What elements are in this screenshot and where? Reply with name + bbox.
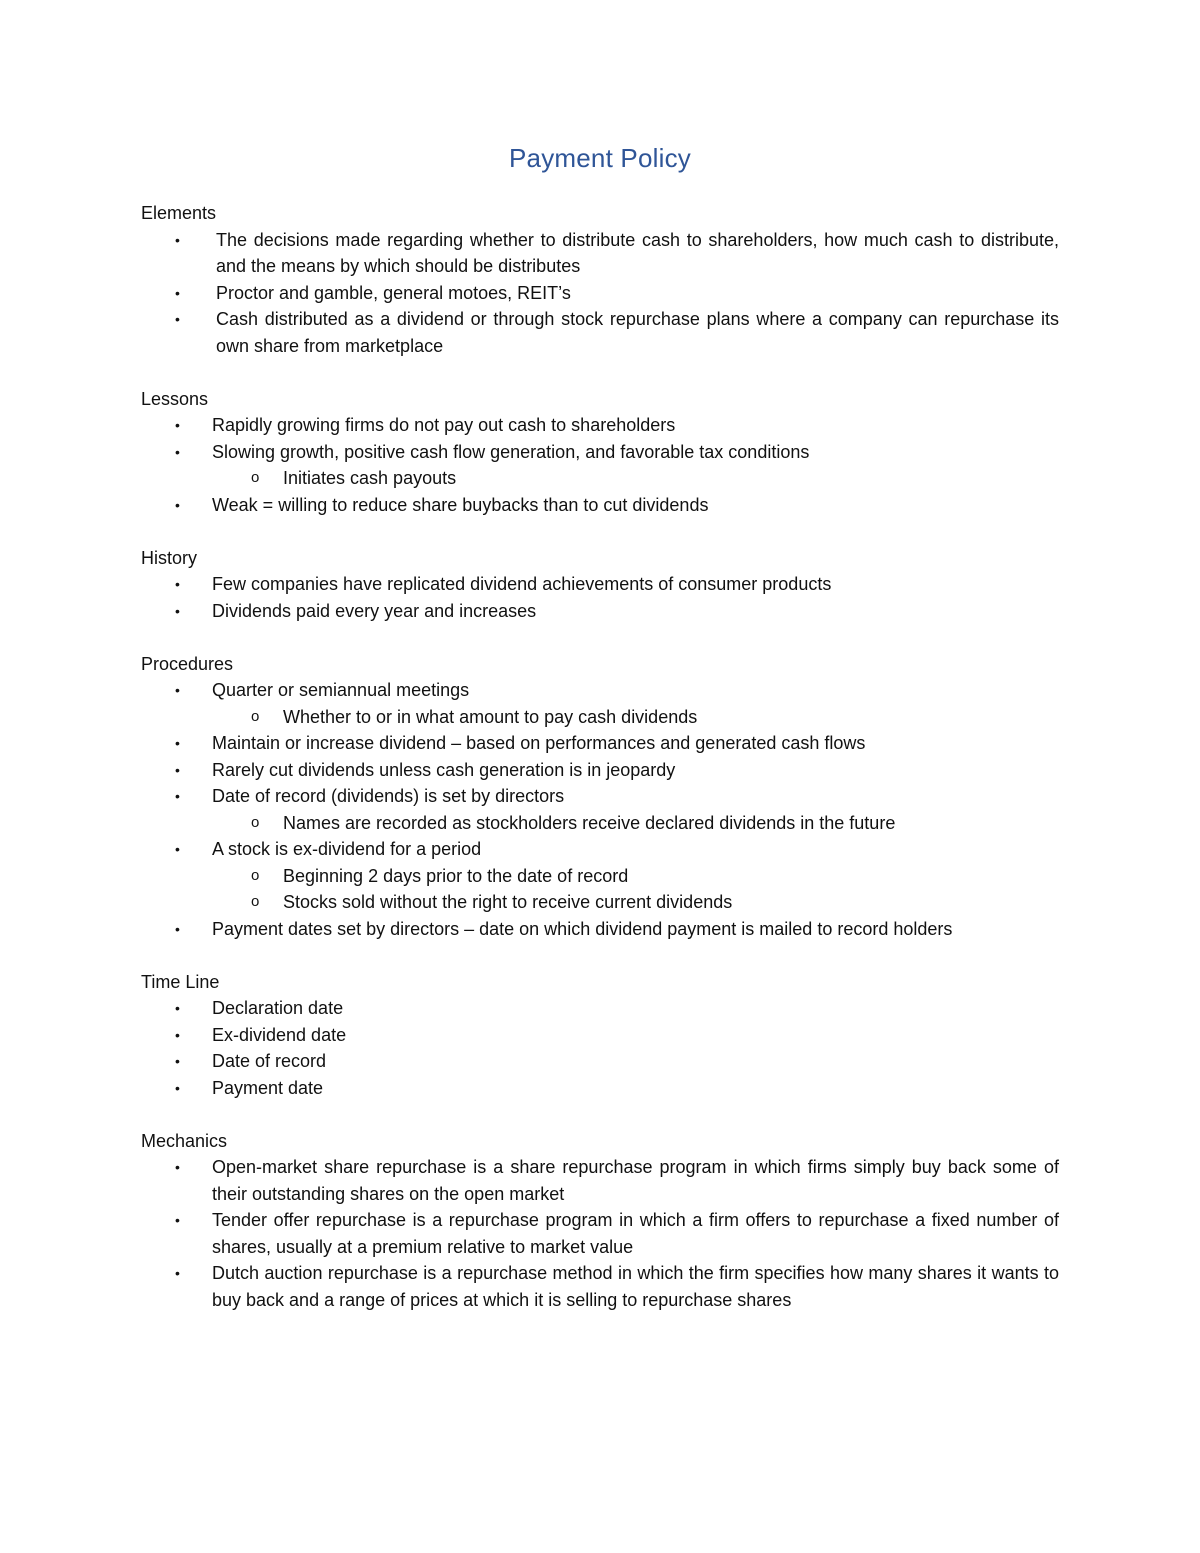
list-item — [141, 492, 1059, 519]
sub-list-item-text: Stocks sold without the right to receive current dividends — [283, 892, 733, 912]
list-item-text: Proctor and gamble, general motoes, REIT’s — [216, 282, 571, 303]
sub-list-item-text: Names are recorded as stockholders receive declared dividends in the future — [283, 812, 896, 833]
list-item-text: Payment dates set by directors – date on which dividend payment is mailed to record holders — [212, 918, 953, 939]
list-item-text: Dutch auction repurchase is a repurchase method in which the firm specifies how many shares it wants to buy back and a range of prices at which it is selling to repurchase shares — [212, 1263, 1059, 1310]
sub-list-item — [212, 863, 1059, 890]
sub-list-item-text: Initiates cash payouts — [283, 468, 457, 488]
list-item — [141, 783, 1059, 836]
bullet-list — [141, 571, 1059, 624]
list-item — [141, 1154, 1059, 1207]
bullet-icon: • — [175, 311, 180, 327]
list-item-text: Maintain or increase dividend – based on performances and generated cash flows — [212, 733, 866, 753]
section-heading: Elements — [141, 203, 217, 223]
list-item — [141, 730, 1059, 757]
list-item-text: Tender offer repurchase is a repurchase program in which a firm offers to repurchase a fixed number of shares, usually at a premium relative to market value — [212, 1210, 1059, 1257]
bullet-list — [141, 677, 1059, 942]
bullet-icon: • — [175, 920, 180, 937]
list-item — [141, 836, 1059, 916]
list-item-text: Rarely cut dividends unless cash generation is in jeopardy — [212, 759, 676, 780]
list-item — [141, 1075, 1059, 1102]
list-item-text: Quarter or semiannual meetings — [212, 680, 470, 700]
list-item — [141, 1260, 1059, 1313]
list-item — [141, 995, 1059, 1022]
section-procedures — [141, 651, 1059, 943]
bullet-icon: • — [175, 1265, 180, 1281]
list-item — [141, 280, 1059, 307]
bullet-icon: • — [175, 1000, 180, 1016]
section-elements — [141, 200, 1059, 359]
bullet-icon: • — [175, 1079, 180, 1096]
list-item-text: Date of record — [212, 1051, 327, 1071]
list-item — [141, 306, 1059, 359]
sub-list-item — [212, 810, 1059, 837]
bullet-icon: • — [175, 1212, 180, 1228]
bullet-list — [141, 412, 1059, 518]
list-item — [141, 227, 1059, 280]
list-item — [141, 598, 1059, 625]
sub-bullet-icon: o — [251, 866, 260, 884]
bullet-list — [141, 227, 1059, 360]
bullet-icon: • — [175, 417, 180, 433]
page-title: Payment Policy — [509, 143, 691, 173]
list-item-text: Few companies have replicated dividend achievements of consumer products — [212, 574, 832, 594]
list-item — [141, 571, 1059, 598]
section-heading: Procedures — [141, 653, 234, 674]
sub-list-item-text: Beginning 2 days prior to the date of record — [283, 865, 629, 886]
bullet-list — [141, 995, 1059, 1101]
list-item-text: Weak = willing to reduce share buybacks than to cut dividends — [212, 494, 709, 515]
list-item — [141, 412, 1059, 439]
sub-list-item — [212, 465, 1059, 492]
sub-list-item — [212, 704, 1059, 731]
sub-bullet-list — [212, 704, 1059, 731]
section-lessons — [141, 386, 1059, 519]
section-timeline — [141, 969, 1059, 1102]
sub-bullet-icon: o — [251, 707, 260, 725]
bullet-icon: • — [175, 602, 180, 619]
list-item — [141, 757, 1059, 784]
sub-bullet-list — [212, 465, 1059, 492]
bullet-icon: • — [175, 1159, 180, 1175]
list-item — [141, 439, 1059, 492]
section-heading: Mechanics — [141, 1130, 228, 1151]
list-item-text: Dividends paid every year and increases — [212, 600, 537, 621]
bullet-icon: • — [175, 735, 180, 751]
bullet-icon: • — [175, 788, 180, 804]
list-item — [141, 1207, 1059, 1260]
bullet-icon: • — [175, 496, 180, 513]
list-item-text: Payment date — [212, 1077, 324, 1098]
bullet-icon: • — [175, 841, 180, 857]
sub-bullet-icon: o — [251, 813, 260, 831]
list-item-text: Declaration date — [212, 998, 344, 1018]
bullet-icon: • — [175, 761, 180, 778]
bullet-icon: • — [175, 576, 180, 592]
sub-bullet-icon: o — [251, 893, 260, 910]
sub-bullet-list — [212, 810, 1059, 837]
bullet-icon: • — [175, 1053, 180, 1069]
bullet-icon: • — [175, 1026, 180, 1043]
list-item — [141, 916, 1059, 943]
section-mechanics — [141, 1128, 1059, 1314]
list-item — [141, 677, 1059, 730]
bullet-icon: • — [175, 284, 180, 301]
section-heading: History — [141, 547, 198, 568]
sub-list-item-text: Whether to or in what amount to pay cash dividends — [283, 706, 698, 727]
document-body — [141, 200, 1059, 1340]
list-item-text: Slowing growth, positive cash flow generation, and favorable tax conditions — [212, 441, 810, 462]
sub-bullet-icon: o — [251, 469, 260, 486]
list-item-text: The decisions made regarding whether to distribute cash to shareholders, how much cash to distribute, and the means by which should be distributes — [216, 229, 1059, 276]
list-item-text: Cash distributed as a dividend or through stock repurchase plans where a company can repurchase its own share from marketplace — [216, 309, 1059, 356]
bullet-icon: • — [175, 682, 180, 698]
list-item-text: Rapidly growing firms do not pay out cash to shareholders — [212, 415, 676, 435]
section-history — [141, 545, 1059, 625]
list-item — [141, 1022, 1059, 1049]
list-item-text: Date of record (dividends) is set by directors — [212, 786, 565, 806]
list-item — [141, 1048, 1059, 1075]
bullet-icon: • — [175, 231, 180, 248]
sub-bullet-list — [212, 863, 1059, 916]
section-heading: Lessons — [141, 388, 209, 409]
bullet-list — [141, 1154, 1059, 1313]
list-item-text: A stock is ex-dividend for a period — [212, 839, 482, 859]
list-item-text: Open-market share repurchase is a share repurchase program in which firms simply buy back some of their outstanding shares on the open market — [212, 1157, 1059, 1204]
sub-list-item — [212, 889, 1059, 916]
section-heading: Time Line — [141, 971, 220, 992]
bullet-icon: • — [175, 443, 180, 460]
list-item-text: Ex-dividend date — [212, 1024, 347, 1045]
